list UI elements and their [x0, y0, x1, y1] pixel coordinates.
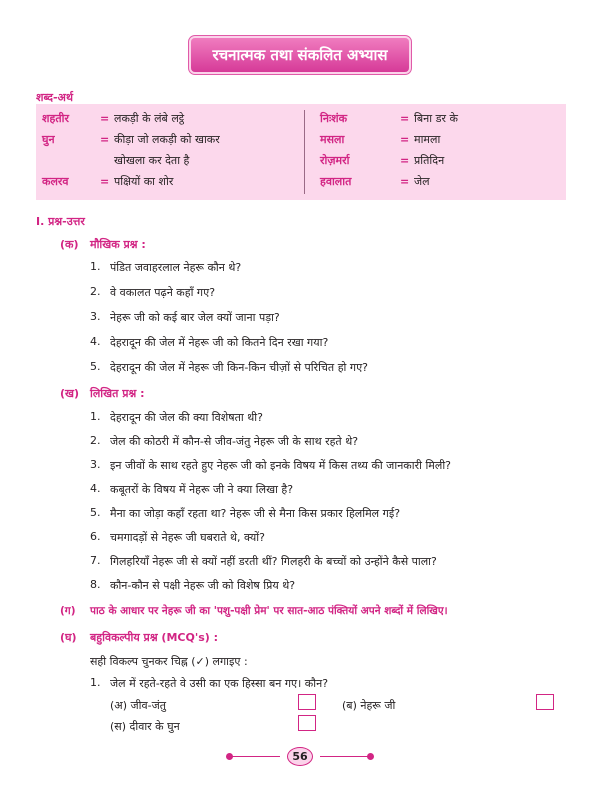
question-number: 6.	[90, 530, 101, 543]
mcq-question	[90, 676, 328, 691]
glossary-heading: शब्द-अर्थ	[36, 91, 73, 104]
question-number: 1.	[90, 410, 101, 423]
option-c: (स) दीवार के घुन	[110, 720, 180, 733]
glossary-divider	[304, 110, 305, 194]
question-text: पंडित जवाहरलाल नेहरू कौन थे?	[110, 261, 242, 274]
glossary-row	[42, 129, 292, 150]
page-footer	[0, 744, 600, 768]
question-text: देहरादून की जेल की क्या विशेषता थी?	[110, 411, 263, 424]
question-text: जेल में रहते-रहते वे उसी का एक हिस्सा बन गए। कौन?	[110, 677, 329, 690]
glossary-term: घुन	[42, 133, 55, 146]
question-number: 3.	[90, 458, 101, 471]
question-text: कबूतरों के विषय में नेहरू जी ने क्या लिखा है?	[110, 483, 294, 496]
mcq-label: (घ)	[60, 631, 77, 644]
question-number: 8.	[90, 578, 101, 591]
glossary-right-column	[320, 108, 560, 192]
question	[90, 578, 295, 593]
glossary-term: कलरव	[42, 175, 69, 188]
oral-title: मौखिक प्रश्न :	[90, 238, 146, 251]
glossary-left-column	[42, 108, 292, 192]
question-number: 4.	[90, 482, 101, 495]
option-b: (ब) नेहरू जी	[342, 699, 396, 712]
glossary-box	[36, 104, 566, 200]
question	[90, 285, 215, 300]
equals-sign: =	[100, 133, 110, 146]
question-number: 1.	[90, 676, 101, 689]
oral-label: (क)	[60, 238, 79, 251]
question	[90, 310, 280, 325]
glossary-row	[320, 129, 560, 150]
written-label: (ख)	[60, 387, 80, 400]
option-a-checkbox[interactable]	[298, 694, 316, 710]
question-number: 2.	[90, 285, 101, 298]
question	[90, 458, 451, 473]
ornament-dot-right	[367, 753, 374, 760]
glossary-meaning: पक्षियों का शोर	[114, 175, 174, 188]
mcq-heading	[60, 630, 218, 645]
question-number: 5.	[90, 506, 101, 519]
question	[90, 410, 263, 425]
glossary-meaning: प्रतिदिन	[414, 154, 445, 167]
question-text: गिलहरियाँ नेहरू जी से क्यों नहीं डरती थीं? गिलहरी के बच्चों को उन्होंने कैसे पाला?	[110, 555, 437, 568]
equals-sign: =	[100, 112, 110, 125]
ornament-dot-left	[226, 753, 233, 760]
writing-task-text: पाठ के आधार पर नेहरू जी का 'पशु-पक्षी प्रेम' पर सात-आठ पंक्तियों अपने शब्दों में लिखिए।	[90, 605, 448, 617]
glossary-meaning: खोखला कर देता है	[114, 154, 190, 167]
glossary-row	[320, 171, 560, 192]
glossary-term: शहतीर	[42, 112, 69, 125]
question-text: वे वकालत पढ़ने कहाँ गए?	[110, 286, 216, 299]
question-text: देहरादून की जेल में नेहरू जी को कितने दिन रखा गया?	[110, 336, 329, 349]
question-text: देहरादून की जेल में नेहरू जी किन-किन चीज़ों से परिचित हो गए?	[110, 361, 368, 374]
question-text: जेल की कोठरी में कौन-से जीव-जंतु नेहरू जी के साथ रहते थे?	[110, 435, 359, 448]
section-heading: I. प्रश्न-उत्तर	[36, 215, 85, 228]
ornament-line-left	[230, 756, 280, 757]
question-text: नेहरू जी को कई बार जेल क्यों जाना पड़ा?	[110, 311, 280, 324]
glossary-meaning: मामला	[414, 133, 441, 146]
question	[90, 335, 328, 350]
page-title: रचनात्मक तथा संकलित अभ्यास	[191, 38, 410, 72]
oral-heading	[60, 237, 146, 252]
question	[90, 554, 437, 569]
glossary-row	[320, 108, 560, 129]
glossary-meaning: जेल	[414, 175, 430, 188]
question	[90, 506, 400, 521]
mcq-instruction: सही विकल्प चुनकर चिह्न (✓) लगाइए :	[90, 655, 248, 668]
glossary-row	[42, 150, 292, 171]
equals-sign: =	[400, 175, 410, 188]
equals-sign: =	[400, 133, 410, 146]
glossary-term: हवालात	[320, 175, 352, 188]
question	[90, 530, 265, 545]
question-number: 7.	[90, 554, 101, 567]
question	[90, 360, 368, 375]
question-number: 2.	[90, 434, 101, 447]
question-number: 3.	[90, 310, 101, 323]
question-number: 4.	[90, 335, 101, 348]
mcq-title: बहुविकल्पीय प्रश्न (MCQ's) :	[90, 631, 218, 644]
glossary-meaning: कीड़ा जो लकड़ी को खाकर	[114, 133, 220, 146]
writing-task-label: (ग)	[60, 605, 76, 617]
question-text: कौन-कौन से पक्षी नेहरू जी को विशेष प्रिय थे?	[110, 579, 296, 592]
question	[90, 434, 358, 449]
option-b-checkbox[interactable]	[536, 694, 554, 710]
question	[90, 260, 241, 275]
writing-task	[60, 604, 448, 618]
glossary-row	[320, 150, 560, 171]
glossary-meaning: लकड़ी के लंबे लट्ठे	[114, 112, 185, 125]
title-wrap	[0, 38, 600, 72]
option-a: (अ) जीव-जंतु	[110, 699, 167, 712]
question-text: मैना का जोड़ा कहाँ रहता था? नेहरू जी से मैना किस प्रकार हिलमिल गई?	[110, 507, 401, 520]
written-title: लिखित प्रश्न :	[90, 387, 145, 400]
question-text: इन जीवों के साथ रहते हुए नेहरू जी को इनके विषय में किस तथ्य की जानकारी मिली?	[110, 459, 452, 472]
question-number: 5.	[90, 360, 101, 373]
ornament-line-right	[320, 756, 370, 757]
glossary-term: निःशंक	[320, 112, 348, 125]
question-text: चमगादड़ों से नेहरू जी घबराते थे, क्यों?	[110, 531, 265, 544]
equals-sign: =	[400, 112, 410, 125]
glossary-term: मसला	[320, 133, 345, 146]
question	[90, 482, 293, 497]
glossary-meaning: बिना डर के	[414, 112, 458, 125]
glossary-term: रोज़मर्रा	[320, 154, 350, 167]
question-number: 1.	[90, 260, 101, 273]
page-number: 56	[287, 747, 313, 766]
option-c-checkbox[interactable]	[298, 715, 316, 731]
written-heading	[60, 386, 145, 401]
glossary-row	[42, 108, 292, 129]
equals-sign: =	[100, 175, 110, 188]
equals-sign: =	[400, 154, 410, 167]
glossary-row	[42, 171, 292, 192]
